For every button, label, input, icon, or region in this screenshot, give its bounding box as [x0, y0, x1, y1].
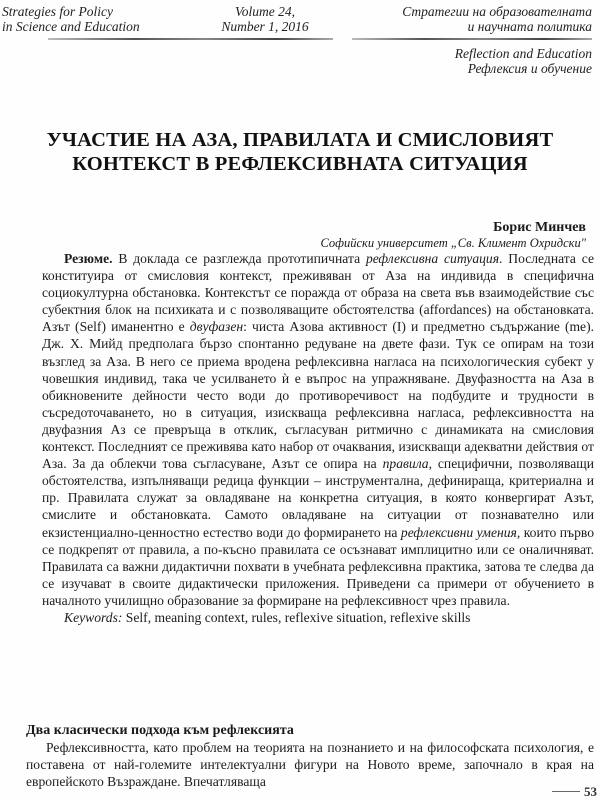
journal-title-en-line2: in Science and Education	[2, 19, 140, 34]
abstract-emphasis: рефлексивни умения	[400, 524, 517, 540]
abstract-text: , специфични, позволяващи обстоятелства, изпълняващи редица функции – инструментална, дефинираща, критериална и пр. Правилата служат за овладяване на конкретна ситуация, в която конвергират Азът, смислите и обстановката. Самото овладяване на ситуации от познавателно или екзистенциално-ценностно естество води до формирането на	[42, 456, 594, 540]
article-title-line1: УЧАСТИЕ НА АЗА, ПРАВИЛАТА И СМИСЛОВИЯТ	[46, 129, 554, 151]
journal-title-en-line1: Strategies for Policy	[2, 4, 113, 19]
journal-title-bg-line1: Стратегии на образователната	[402, 4, 592, 19]
abstract-emphasis: рефлексивна ситуация	[365, 251, 500, 266]
abstract-text: , които първо се подкрепят от правила, а по-късно правилата се осъзнават имплицитно или се оналичняват. Правилата са важни дидактични похвати в учебната рефлексивна практика, затова те следва да се изучават в своите дидактически приложения. Приведени са примери от обучението в началното училищно образование за формиране на рефлексивност чрез правила.	[42, 524, 594, 608]
journal-title-en	[2, 4, 140, 34]
body-paragraph: Рефлексивността, като проблем на теорията на познанието и на философската психология, е поставена от най-големите интелектуални фигури на Новото време, започнало в края на европейското Възраждане. Впечатляваща	[26, 740, 594, 790]
abstract-text: : чиста Азова активност (I) и предметно съдържание (me). Дж. Х. Мийд предполага бързо спонтанно редуване на двете фази. Тук се опирам на този възглед за Аза. В него се приема вродена рефлексивна нагласа на психологическия субект у човешкия индивид, така че усилването ѝ е въпрос на упражняване. Двуфазността на Аза в обикновените дейности често води до противоречивост на подбудите и трудности в съсредоточаването, но в ситуация, изискваща рефлексивна нагласа, рефлексивността на двуфазния Аз се превръща в отклик, съгласуван ритмично с динамиката на смисловия контекст. Последният се преживява като набор от очаквания, изискващи адекватни действия от Аза. За да облекчи това съгласуване, Азът се опира на	[42, 319, 595, 472]
keywords	[42, 609, 594, 626]
section-heading: Два класически подхода към рефлексията	[26, 723, 294, 738]
abstract-text: . Последната се конституира от смисловия контекст, преживяван от Аза на индивида в специфична социокултурна обстановка. Контекстът се поражда от образа на света във взаимодействие със субектния блок на психиката и с позволяващите обстоятелства (affordances) на обстановката. Азът (Self) иманентно е	[42, 251, 594, 335]
article-title	[10, 128, 590, 176]
journal-title-bg	[402, 4, 592, 34]
header-rule-right	[352, 38, 592, 40]
body-text	[26, 739, 594, 790]
abstract-label: Резюме.	[64, 251, 113, 266]
section-tag	[455, 46, 592, 76]
author-affiliation: Софийски университет „Св. Климент Охридски"	[320, 236, 586, 250]
abstract-paragraph	[42, 250, 594, 609]
keywords-label: Keywords:	[64, 609, 123, 625]
footer-rule	[552, 791, 580, 792]
page-number: 53	[584, 784, 597, 799]
abstract-emphasis: правила	[382, 456, 429, 472]
keywords-list: Self, meaning context, rules, reflexive situation, reflexive skills	[122, 609, 471, 625]
author-block	[320, 220, 586, 251]
section-tag-bg: Рефлексия и обучение	[467, 61, 592, 76]
volume-info	[205, 4, 325, 34]
journal-title-bg-line2: и научната политика	[467, 19, 592, 34]
abstract-emphasis: двуфазен	[189, 319, 244, 335]
volume-number: Volume 24,	[235, 4, 295, 19]
issue-number: Number 1, 2016	[221, 19, 309, 34]
author-name: Борис Минчев	[493, 220, 586, 235]
abstract-text: В доклада се разглежда прототипичната	[112, 251, 366, 266]
section-tag-en: Reflection and Education	[454, 46, 592, 61]
article-title-line2: КОНТЕКСТ В РЕФЛЕКСИВНАТА СИТУАЦИЯ	[72, 153, 528, 175]
header-rule-left	[48, 38, 333, 40]
abstract	[42, 250, 594, 626]
